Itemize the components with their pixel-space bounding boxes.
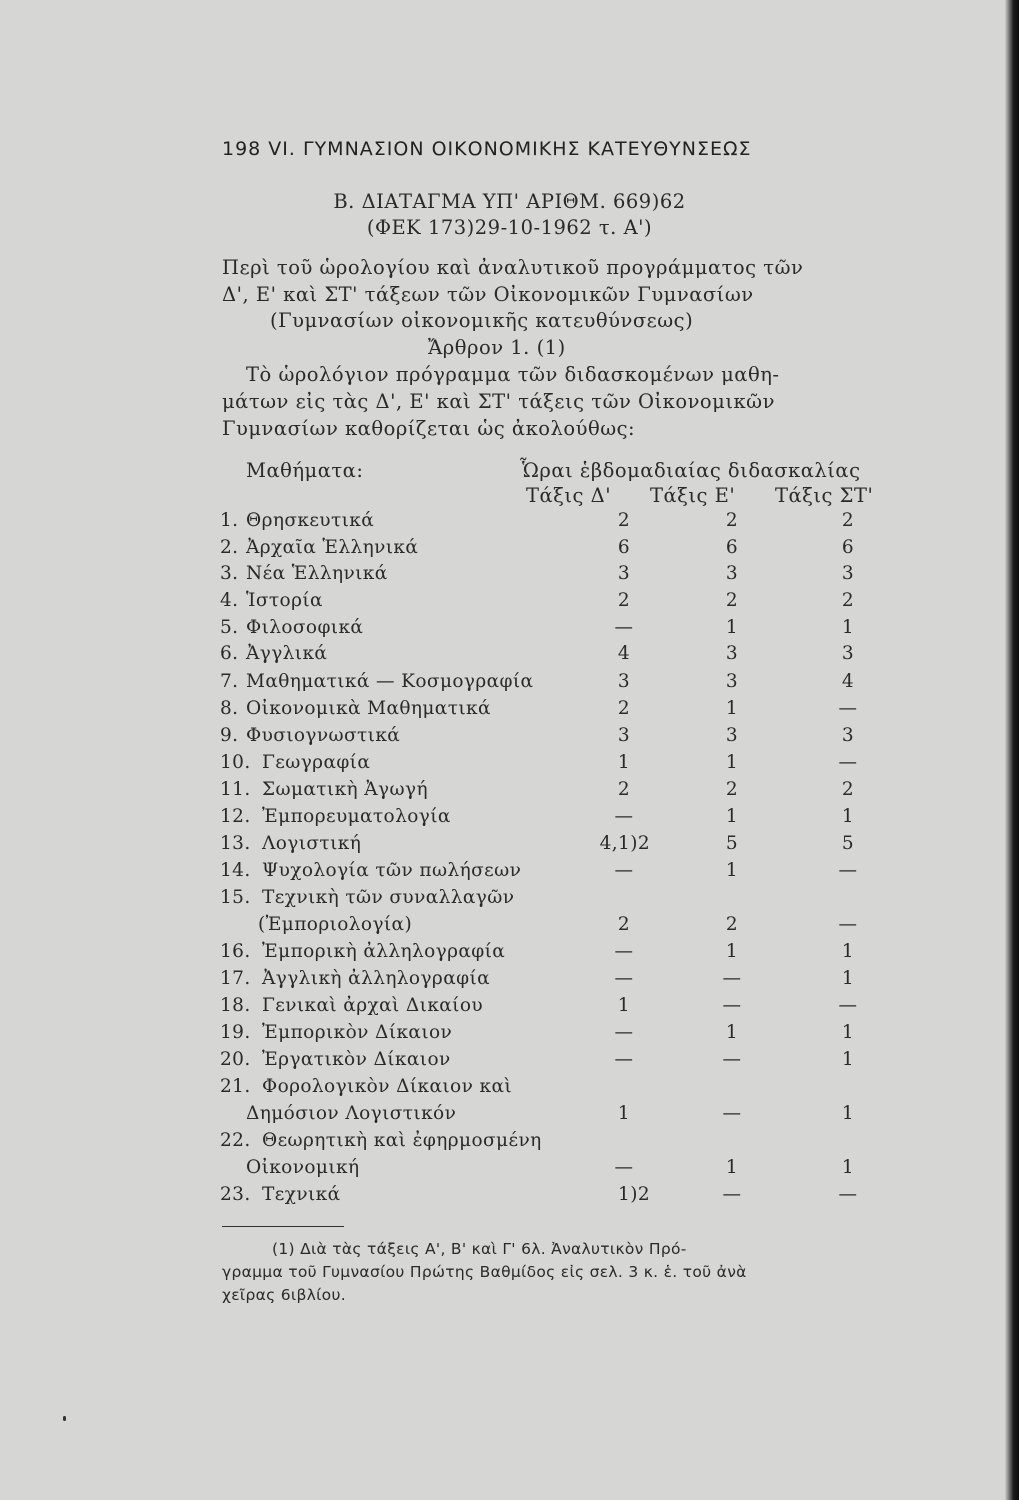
ink-speck xyxy=(63,1416,66,1421)
hours-class-st: — xyxy=(838,1184,858,1205)
hours-class-e: 1 xyxy=(725,617,739,638)
table-row xyxy=(0,968,1019,992)
row-subject-continued: Οἰκονομική xyxy=(246,1157,360,1178)
table-row xyxy=(0,510,1019,534)
hours-class-e: — xyxy=(722,968,742,989)
row-subject: Ἀρχαῖα Ἑλληνικά xyxy=(246,537,419,558)
hours-class-d: — xyxy=(614,968,634,989)
paragraph-line-3: Γυμνασίων καθορίζεται ὡς ἀκολούθως: xyxy=(222,417,636,440)
hours-class-st: 3 xyxy=(841,643,855,664)
hours-class-st: 1 xyxy=(841,617,855,638)
hours-class-e: 1 xyxy=(725,752,739,773)
hours-class-e: — xyxy=(722,1049,742,1070)
hours-class-e: 3 xyxy=(725,725,739,746)
hours-class-d: 3 xyxy=(617,671,631,692)
hours-class-d: — xyxy=(614,860,634,881)
table-row xyxy=(0,887,1019,911)
table-row xyxy=(0,563,1019,587)
hours-class-d: 3 xyxy=(617,563,631,584)
table-row xyxy=(0,725,1019,749)
hours-class-st: — xyxy=(838,752,858,773)
hours-class-st: — xyxy=(838,914,858,935)
hours-class-d: — xyxy=(614,1049,634,1070)
row-number: 21. xyxy=(220,1076,251,1097)
table-row xyxy=(0,1076,1019,1100)
hours-class-st: 1 xyxy=(841,941,855,962)
hours-class-e: 3 xyxy=(725,671,739,692)
subject-line-1: Περὶ τοῦ ὡρολογίου καὶ ἀναλυτικοῦ προγράμματος τῶν xyxy=(222,256,804,279)
paragraph-line-1: Τὸ ὡρολόγιον πρόγραμμα τῶν διδασκομένων μαθη- xyxy=(246,363,780,386)
row-number: 4. xyxy=(220,590,239,611)
hours-class-st: 1 xyxy=(841,806,855,827)
footnote-line-1: (1) Διὰ τὰς τάξεις Α', Β' καὶ Γ' 6λ. Ἀναλυτικὸν Πρό- xyxy=(272,1240,687,1258)
row-subject: Μαθηματικά — Κοσμογραφία xyxy=(246,671,534,692)
article-heading: Ἄρθρον 1. (1) xyxy=(428,336,566,359)
hours-class-e: 1 xyxy=(725,806,739,827)
row-number: 1. xyxy=(220,510,239,531)
hours-class-st: 1 xyxy=(841,1022,855,1043)
table-row xyxy=(0,779,1019,803)
row-number: 10. xyxy=(220,752,251,773)
table-row xyxy=(0,941,1019,965)
hours-class-st: 3 xyxy=(841,563,855,584)
running-head: 198 VI. ΓΥΜΝΑΣΙΟΝ ΟΙΚΟΝΟΜΙΚΗΣ ΚΑΤΕΥΘΥΝΣΕΩΣ xyxy=(222,138,752,160)
hours-class-e: 1 xyxy=(725,860,739,881)
hours-class-e: — xyxy=(722,1103,742,1124)
row-number: 5. xyxy=(220,617,239,638)
hours-class-e: 3 xyxy=(725,643,739,664)
row-number: 23. xyxy=(220,1184,251,1205)
hours-class-d: 1 xyxy=(617,1103,631,1124)
row-number: 14. xyxy=(220,860,251,881)
row-subject: Φυσιογνωστικά xyxy=(246,725,401,746)
hours-class-st: — xyxy=(838,995,858,1016)
hours-class-d: — xyxy=(614,617,634,638)
row-number: 8. xyxy=(220,698,239,719)
row-subject: Θεωρητικὴ καὶ ἐφηρμοσμένη xyxy=(262,1130,542,1151)
table-row xyxy=(0,860,1019,884)
footnote-line-3: χεῖρας 6ιβλίου. xyxy=(222,1286,346,1304)
table-row xyxy=(0,833,1019,857)
row-number: 2. xyxy=(220,537,239,558)
hours-class-d: — xyxy=(614,806,634,827)
paragraph-line-2: μάτων εἰς τὰς Δ', Ε' καὶ ΣΤ' τάξεις τῶν Οἰκονομικῶν xyxy=(222,390,775,413)
table-row xyxy=(0,1184,1019,1208)
row-subject: Λογιστική xyxy=(262,833,362,854)
table-row xyxy=(0,537,1019,561)
hours-class-e: 2 xyxy=(725,914,739,935)
row-subject: Ἀγγλικὴ ἀλληλογραφία xyxy=(262,968,490,989)
hours-class-e: 1 xyxy=(725,1157,739,1178)
hours-class-d: 4 xyxy=(617,643,631,664)
hours-header: Ὧραι ἑβδομαδιαίας διδασκαλίας xyxy=(520,459,861,482)
row-number: 13. xyxy=(220,833,251,854)
row-subject: Ἀγγλικά xyxy=(246,643,328,664)
subject-line-3: (Γυμνασίων οἰκονομικῆς κατευθύνσεως) xyxy=(270,309,694,332)
decree-title: Β. ΔΙΑΤΑΓΜΑ ΥΠ' ΑΡΙΘΜ. 669)62 xyxy=(333,190,686,213)
table-row xyxy=(0,1022,1019,1046)
hours-class-e: — xyxy=(722,995,742,1016)
hours-class-e: — xyxy=(722,1184,742,1205)
table-row-continuation xyxy=(0,914,1019,938)
table-row xyxy=(0,617,1019,641)
hours-class-d: 3 xyxy=(617,725,631,746)
row-number: 9. xyxy=(220,725,239,746)
row-subject: Φιλοσοφικά xyxy=(246,617,364,638)
row-number: 19. xyxy=(220,1022,251,1043)
row-number: 12. xyxy=(220,806,251,827)
table-row xyxy=(0,995,1019,1019)
hours-class-e: 1 xyxy=(725,941,739,962)
table-row-continuation xyxy=(0,1157,1019,1181)
hours-class-d: 6 xyxy=(617,537,631,558)
subject-line-2: Δ', Ε' καὶ ΣΤ' τάξεων τῶν Οἰκονομικῶν Γυμνασίων xyxy=(222,283,754,306)
hours-class-st: — xyxy=(838,860,858,881)
row-subject: Ψυχολογία τῶν πωλήσεων xyxy=(262,860,522,881)
table-row xyxy=(0,590,1019,614)
subjects-header: Μαθήματα: xyxy=(246,459,364,482)
hours-class-st: — xyxy=(838,698,858,719)
row-subject: Ἐμπορευματολογία xyxy=(262,806,451,827)
hours-class-e: 1 xyxy=(725,1022,739,1043)
class-header-st: Τάξις ΣΤ' xyxy=(775,484,874,507)
hours-class-e: 6 xyxy=(725,537,739,558)
row-number: 6. xyxy=(220,643,239,664)
row-subject: Γενικαὶ ἀρχαὶ Δικαίου xyxy=(262,995,484,1016)
row-subject: Ἐμπορικὴ ἀλληλογραφία xyxy=(262,941,506,962)
table-row xyxy=(0,806,1019,830)
hours-class-d: — xyxy=(614,1022,634,1043)
row-subject: Ἱστορία xyxy=(246,590,323,611)
table-row xyxy=(0,1130,1019,1154)
row-subject: Νέα Ἑλληνικά xyxy=(246,563,388,584)
row-number: 20. xyxy=(220,1049,251,1070)
row-subject: Τεχνικά xyxy=(262,1184,341,1205)
table-row xyxy=(0,671,1019,695)
hours-class-e: 5 xyxy=(725,833,739,854)
row-subject: Γεωγραφία xyxy=(262,752,371,773)
hours-class-st: 2 xyxy=(841,590,855,611)
footnote-rule xyxy=(222,1226,344,1227)
hours-class-d: 1)2 xyxy=(618,1184,650,1205)
table-row xyxy=(0,1049,1019,1073)
row-number: 3. xyxy=(220,563,239,584)
class-header-d: Τάξις Δ' xyxy=(526,484,612,507)
hours-class-e: 2 xyxy=(725,779,739,800)
row-number: 18. xyxy=(220,995,251,1016)
hours-class-e: 1 xyxy=(725,698,739,719)
hours-class-d: 1 xyxy=(617,752,631,773)
row-number: 15. xyxy=(220,887,251,908)
hours-class-e: 3 xyxy=(725,563,739,584)
row-subject: Οἰκονομικὰ Μαθηματικά xyxy=(246,698,491,719)
table-row-continuation xyxy=(0,1103,1019,1127)
row-number: 7. xyxy=(220,671,239,692)
row-number: 17. xyxy=(220,968,251,989)
row-subject: Φορολογικὸν Δίκαιον καὶ xyxy=(262,1076,513,1097)
hours-class-st: 3 xyxy=(841,725,855,746)
table-row xyxy=(0,752,1019,776)
hours-class-st: 1 xyxy=(841,1157,855,1178)
row-subject-continued: Δημόσιον Λογιστικόν xyxy=(246,1103,457,1124)
hours-class-st: 1 xyxy=(841,968,855,989)
hours-class-d: 2 xyxy=(617,510,631,531)
row-number: 22. xyxy=(220,1130,251,1151)
hours-class-st: 4 xyxy=(841,671,855,692)
gazette-reference: (ΦΕΚ 173)29-10-1962 τ. Α') xyxy=(366,216,653,239)
hours-class-d: 2 xyxy=(617,698,631,719)
hours-class-st: 1 xyxy=(841,1049,855,1070)
row-subject: Ἐργατικὸν Δίκαιον xyxy=(262,1049,451,1070)
hours-class-st: 2 xyxy=(841,779,855,800)
hours-class-d: 2 xyxy=(617,914,631,935)
class-header-e: Τάξις Ε' xyxy=(650,484,736,507)
hours-class-d: 2 xyxy=(617,779,631,800)
hours-class-st: 2 xyxy=(841,510,855,531)
hours-class-d: — xyxy=(614,941,634,962)
table-row xyxy=(0,698,1019,722)
row-number: 11. xyxy=(220,779,251,800)
row-subject-continued: (Ἐμποριολογία) xyxy=(258,914,413,935)
footnote-line-2: γραμμα τοῦ Γυμνασίου Πρώτης Βαθμίδος εἰς σελ. 3 κ. ἑ. τοῦ ἀνὰ xyxy=(222,1263,747,1281)
row-subject: Ἐμπορικὸν Δίκαιον xyxy=(262,1022,453,1043)
table-row xyxy=(0,643,1019,667)
row-subject: Σωματικὴ Ἀγωγή xyxy=(262,779,428,800)
hours-class-e: 2 xyxy=(725,510,739,531)
hours-class-d: 4,1)2 xyxy=(599,833,650,854)
hours-class-d: 1 xyxy=(617,995,631,1016)
row-number: 16. xyxy=(220,941,251,962)
hours-class-d: — xyxy=(614,1157,634,1178)
row-subject: Θρησκευτικά xyxy=(246,510,375,531)
hours-class-d: 2 xyxy=(617,590,631,611)
hours-class-st: 5 xyxy=(841,833,855,854)
hours-class-e: 2 xyxy=(725,590,739,611)
hours-class-st: 1 xyxy=(841,1103,855,1124)
row-subject: Τεχνικὴ τῶν συναλλαγῶν xyxy=(262,887,515,908)
hours-class-st: 6 xyxy=(841,537,855,558)
